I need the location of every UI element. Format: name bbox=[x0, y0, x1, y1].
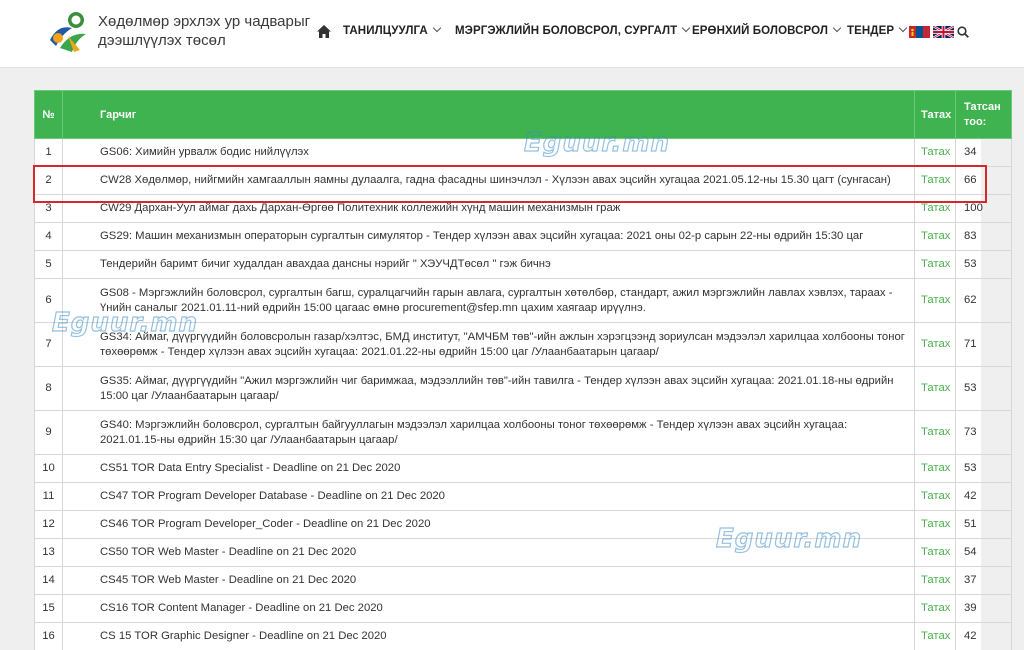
row-number: 11 bbox=[35, 483, 63, 511]
row-download-count: 37 bbox=[956, 567, 1012, 595]
row-number: 15 bbox=[35, 595, 63, 623]
download-link[interactable]: Татах bbox=[921, 602, 951, 614]
table-row bbox=[35, 539, 1012, 567]
download-link[interactable]: Татах bbox=[921, 574, 951, 586]
table-row bbox=[35, 367, 1012, 411]
table-row bbox=[35, 223, 1012, 251]
mongolian-flag-icon[interactable] bbox=[909, 26, 930, 38]
nav-label: ЕРӨНХИЙ БОЛОВСРОЛ bbox=[692, 25, 829, 37]
download-link[interactable]: Татах bbox=[921, 630, 951, 642]
table-header-row bbox=[35, 91, 1012, 139]
row-number: 1 bbox=[35, 139, 63, 167]
row-download-count: 51 bbox=[956, 511, 1012, 539]
table-row bbox=[35, 279, 1012, 323]
table-row bbox=[35, 511, 1012, 539]
download-link[interactable]: Татах bbox=[921, 382, 951, 394]
logo-text[interactable]: Хөдөлмөр эрхлэх ур чадварыг дээшлүүлэх төсөл bbox=[98, 13, 311, 49]
search-icon[interactable] bbox=[957, 26, 969, 38]
row-download-count: 54 bbox=[956, 539, 1012, 567]
row-title: GS08 - Мэргэжлийн боловсрол, сургалтын багш, суралцагчийн гарын авлага, сургалтын хөтөлбөр, стандарт, ажил мэргэжлийн лавлах хэвлэх, тараах - Үнийн саналыг 2021.01.11-ний өдрийн 15:00 цагаас өмнө procurement@sfep.mn цахим хаягаар ирүүлнэ. bbox=[63, 279, 915, 323]
row-title: GS35: Аймаг, дүүргүүдийн "Ажил мэргэжлийн чиг баримжаа, мэдээллийн төв"-ийн тавилга - Тендер хүлээн авах эцсийн хугацаа: 2021.01.18-ны өдрийн 15:00 цаг /Улаанбаатарын цагаар/ bbox=[63, 367, 915, 411]
nav-introduction[interactable] bbox=[343, 25, 440, 37]
row-title: Тендерийн баримт бичиг худалдан авахдаа дансны нэрийг " ХЭУЧДТөсөл " гэж бичнэ bbox=[63, 251, 915, 279]
row-number: 6 bbox=[35, 279, 63, 323]
row-download-count: 100 bbox=[956, 195, 1012, 223]
tender-table-panel bbox=[34, 90, 1001, 650]
chevron-down-icon bbox=[433, 24, 441, 32]
row-download-count: 66 bbox=[956, 167, 1012, 195]
chevron-down-icon bbox=[682, 24, 690, 32]
row-download-count: 62 bbox=[956, 279, 1012, 323]
row-title: CS 15 TOR Graphic Designer - Deadline on 21 Dec 2020 bbox=[63, 623, 915, 650]
home-icon[interactable] bbox=[317, 25, 331, 38]
row-title: GS40: Мэргэжлийн боловсрол, сургалтын байгууллагын мэдээлэл харилцаа холбооны тоног төхөөрөмж - Тендер хүлээн авах эцсийн хугацаа: 2021.01.15-ны өдрийн 15:30 цаг /Улаанбаатарын цагаар/ bbox=[63, 411, 915, 455]
row-title: CW28 Хөдөлмөр, нийгмийн хамгааллын яамны дулаалга, гадна фасадны шинэчлэл - Хүлээн авах эцсийн хугацаа 2021.05.12-ны 15.30 цагт (сунгасан) bbox=[63, 167, 915, 195]
download-link[interactable]: Татах bbox=[921, 294, 951, 306]
english-flag-icon[interactable] bbox=[933, 26, 954, 38]
row-download-count: 39 bbox=[956, 595, 1012, 623]
header-title: Гарчиг bbox=[63, 91, 915, 139]
row-number: 13 bbox=[35, 539, 63, 567]
header-number: № bbox=[35, 91, 63, 139]
row-title: CS45 TOR Web Master - Deadline on 21 Dec 2020 bbox=[63, 567, 915, 595]
header-download-count: Татсан тоо: bbox=[956, 91, 1012, 139]
row-number: 7 bbox=[35, 323, 63, 367]
nav-label: ТАНИЛЦУУЛГА bbox=[343, 25, 428, 37]
download-link[interactable]: Татах bbox=[921, 230, 951, 242]
download-link[interactable]: Татах bbox=[921, 202, 951, 214]
nav-general-education[interactable] bbox=[692, 25, 840, 37]
download-link[interactable]: Татах bbox=[921, 490, 951, 502]
table-row bbox=[35, 595, 1012, 623]
row-number: 10 bbox=[35, 455, 63, 483]
row-download-count: 42 bbox=[956, 623, 1012, 650]
table-row bbox=[35, 167, 1012, 195]
chevron-down-icon bbox=[833, 24, 841, 32]
table-row bbox=[35, 411, 1012, 455]
row-title: CS50 TOR Web Master - Deadline on 21 Dec 2020 bbox=[63, 539, 915, 567]
nav-label: МЭРГЭЖЛИЙН БОЛОВСРОЛ, СУРГАЛТ bbox=[455, 25, 678, 37]
row-title: CS51 TOR Data Entry Specialist - Deadline on 21 Dec 2020 bbox=[63, 455, 915, 483]
download-link[interactable]: Татах bbox=[921, 174, 951, 186]
table-row bbox=[35, 251, 1012, 279]
row-number: 3 bbox=[35, 195, 63, 223]
table-row bbox=[35, 139, 1012, 167]
row-download-count: 83 bbox=[956, 223, 1012, 251]
download-link[interactable]: Татах bbox=[921, 462, 951, 474]
row-title: GS29: Машин механизмын операторын сургалтын симулятор - Тендер хүлээн авах эцсийн хугацаа: 2021 оны 02-р сарын 22-ны өдрийн 15:30 цаг bbox=[63, 223, 915, 251]
row-download-count: 71 bbox=[956, 323, 1012, 367]
row-number: 2 bbox=[35, 167, 63, 195]
row-title: CS47 TOR Program Developer Database - Deadline on 21 Dec 2020 bbox=[63, 483, 915, 511]
row-download-count: 53 bbox=[956, 251, 1012, 279]
download-link[interactable]: Татах bbox=[921, 338, 951, 350]
download-link[interactable]: Татах bbox=[921, 426, 951, 438]
row-download-count: 53 bbox=[956, 367, 1012, 411]
chevron-down-icon bbox=[899, 24, 907, 32]
row-download-count: 42 bbox=[956, 483, 1012, 511]
row-number: 12 bbox=[35, 511, 63, 539]
table-row bbox=[35, 567, 1012, 595]
table-row bbox=[35, 623, 1012, 650]
row-title: CW29 Дархан-Уул аймаг дахь Дархан-Өргөө Политехник коллежийн хүнд машин механизмын граж bbox=[63, 195, 915, 223]
row-number: 8 bbox=[35, 367, 63, 411]
row-number: 14 bbox=[35, 567, 63, 595]
row-title: CS16 TOR Content Manager - Deadline on 21 Dec 2020 bbox=[63, 595, 915, 623]
row-title: GS06: Химийн урвалж бодис нийлүүлэх bbox=[63, 139, 915, 167]
site-header bbox=[0, 0, 1024, 68]
download-link[interactable]: Татах bbox=[921, 258, 951, 270]
row-title: GS34: Аймаг, дүүргүүдийн боловсролын газар/хэлтэс, БМД институт, "АМЧБМ төв"-ийн ажлын хэрэгцээнд зориулсан мэдээлэл харилцаа холбооны тоног төхөөрөмж - Тендер хүлээн авах эцсийн хугацаа: 2021.01.22-ны өдрийн 15:00 цаг /Улаанбаатарын цагаар/ bbox=[63, 323, 915, 367]
download-link[interactable]: Татах bbox=[921, 518, 951, 530]
row-download-count: 34 bbox=[956, 139, 1012, 167]
table-row bbox=[35, 455, 1012, 483]
row-number: 5 bbox=[35, 251, 63, 279]
nav-label: ТЕНДЕР bbox=[847, 25, 895, 37]
nav-vocational-education[interactable] bbox=[455, 25, 689, 37]
table-row bbox=[35, 323, 1012, 367]
project-logo-icon[interactable] bbox=[46, 10, 94, 54]
row-title: CS46 TOR Program Developer_Coder - Deadline on 21 Dec 2020 bbox=[63, 511, 915, 539]
row-download-count: 73 bbox=[956, 411, 1012, 455]
tender-table bbox=[34, 90, 1012, 650]
download-link[interactable]: Татах bbox=[921, 146, 951, 158]
nav-tender[interactable] bbox=[847, 25, 906, 37]
row-download-count: 53 bbox=[956, 455, 1012, 483]
row-number: 16 bbox=[35, 623, 63, 650]
table-row bbox=[35, 483, 1012, 511]
row-number: 4 bbox=[35, 223, 63, 251]
table-row bbox=[35, 195, 1012, 223]
row-number: 9 bbox=[35, 411, 63, 455]
header-download: Татах bbox=[915, 91, 956, 139]
download-link[interactable]: Татах bbox=[921, 546, 951, 558]
